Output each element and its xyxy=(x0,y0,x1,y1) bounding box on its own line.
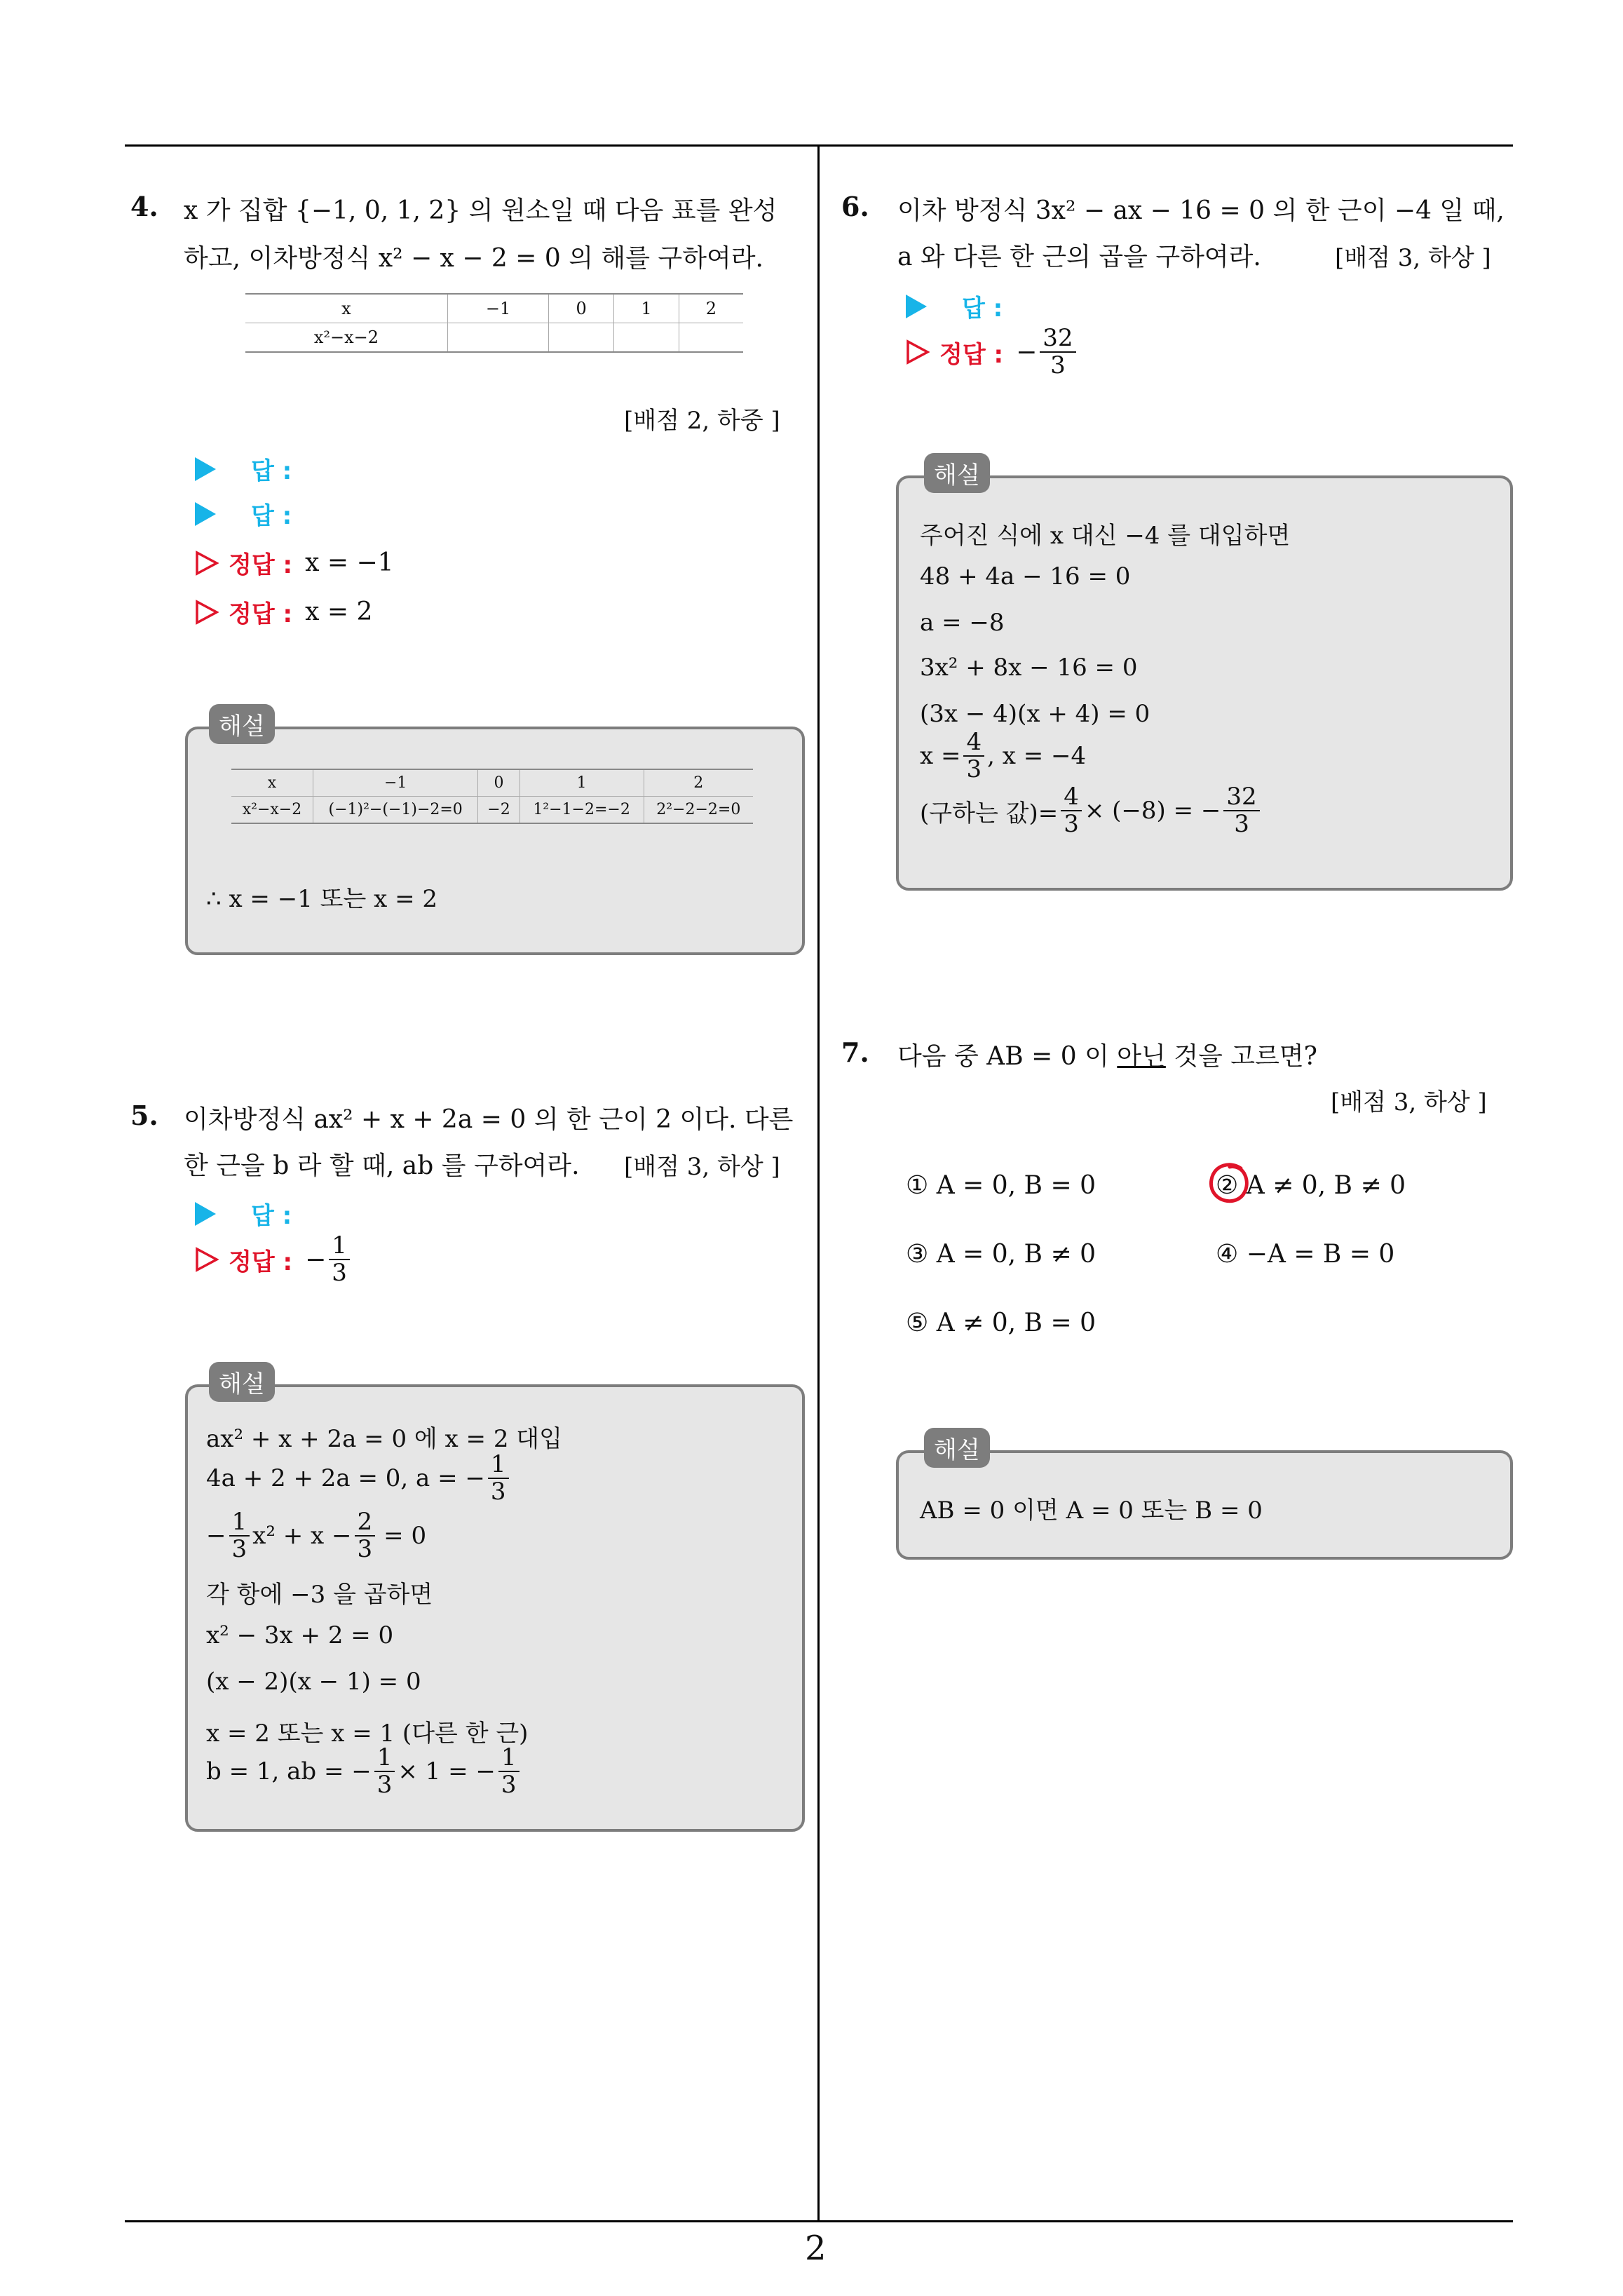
table-header-cell: −1 xyxy=(447,294,548,323)
table-cell: x²−x−2 xyxy=(231,797,313,824)
math-text: 4a + 2 + 2a = 0, a = − xyxy=(206,1464,485,1493)
q5-explanation-line5: x² − 3x + 2 = 0 xyxy=(206,1621,394,1649)
q4-explanation-tag: 해설 xyxy=(209,704,275,744)
q7-text-post: 것을 고르면? xyxy=(1174,1042,1317,1071)
q4-correct-value-2: x = 2 xyxy=(305,597,373,626)
table-cell: (−1)²−(−1)−2=0 xyxy=(313,797,477,824)
correct-label: 정답 : xyxy=(229,600,293,628)
fraction xyxy=(1223,784,1259,838)
fraction-denominator: 3 xyxy=(376,1771,393,1799)
fraction-denominator: 3 xyxy=(231,1535,247,1564)
fraction xyxy=(374,1745,395,1799)
q5-explanation-line6: (x − 2)(x − 1) = 0 xyxy=(206,1668,421,1696)
table-blank-cell[interactable] xyxy=(549,323,614,353)
q5-explanation-line2 xyxy=(206,1452,512,1506)
q6-score: [배점 3, 하상 ] xyxy=(1335,244,1491,272)
q6-explanation-line4: 3x² + 8x − 16 = 0 xyxy=(920,654,1138,682)
math-text: , x = −4 xyxy=(987,742,1087,771)
correct-arrow-icon xyxy=(195,1247,219,1272)
fraction xyxy=(498,1745,520,1799)
q5-answer-row xyxy=(195,1196,292,1231)
q7-score: [배점 3, 하상 ] xyxy=(1331,1088,1487,1116)
q5-number: 5. xyxy=(130,1100,158,1131)
math-text: x² + x − xyxy=(252,1522,352,1551)
q6-explanation-tag: 해설 xyxy=(924,453,990,493)
fraction-numerator: 4 xyxy=(1061,784,1082,811)
q5-correct-fraction xyxy=(329,1233,350,1287)
q4-answer-row-1 xyxy=(195,452,292,486)
q5-correct-row xyxy=(195,1233,353,1287)
q5-correct-sign: − xyxy=(305,1245,327,1274)
q5-explanation-line7: x = 2 또는 x = 1 (다른 한 근) xyxy=(206,1720,529,1748)
math-text: (구하는 값)= xyxy=(920,799,1059,828)
bottom-rule xyxy=(125,2220,1513,2222)
answer-arrow-icon xyxy=(195,457,216,481)
q7-text-underlined: 아닌 xyxy=(1117,1042,1166,1071)
fraction-numerator: 1 xyxy=(374,1745,395,1772)
fraction-numerator: 1 xyxy=(229,1509,250,1537)
q4-correct-row-1 xyxy=(195,546,394,580)
q4-correct-row-2 xyxy=(195,595,372,629)
q4-score: [배점 2, 하중 ] xyxy=(624,407,780,435)
q5-explanation-tag: 해설 xyxy=(209,1362,275,1402)
table-header-cell: 2 xyxy=(693,774,704,792)
q6-correct-fraction xyxy=(1040,325,1075,379)
q7-choice-4[interactable]: ④ −A = B = 0 xyxy=(1216,1240,1395,1269)
q6-correct-row xyxy=(906,325,1079,379)
fraction-denominator: 3 xyxy=(332,1259,347,1288)
answer-mark-circle-icon xyxy=(1204,1159,1254,1208)
answer-label: 답 : xyxy=(962,295,1003,323)
q7-explanation-line1: AB = 0 이면 A = 0 또는 B = 0 xyxy=(920,1497,1263,1525)
q7-explanation-tag: 해설 xyxy=(924,1428,990,1468)
correct-arrow-icon xyxy=(195,551,219,576)
fraction-numerator: 32 xyxy=(1040,325,1075,353)
table-blank-cell[interactable] xyxy=(447,323,548,353)
table-header-cell: 2 xyxy=(705,299,717,318)
correct-label: 정답 : xyxy=(939,340,1004,369)
fraction-denominator: 3 xyxy=(501,1771,517,1799)
q6-explanation-line5: (3x − 4)(x + 4) = 0 xyxy=(920,700,1150,728)
fraction-denominator: 3 xyxy=(1050,351,1066,380)
q4-text-line1: x 가 집합 {−1, 0, 1, 2} 의 원소일 때 다음 표를 완성 xyxy=(184,196,777,225)
q7-choice-2[interactable]: ② A ≠ 0, B ≠ 0 xyxy=(1216,1171,1406,1200)
q7-choice-5[interactable]: ⑤ A ≠ 0, B = 0 xyxy=(906,1309,1096,1337)
table-header-cell: x xyxy=(245,294,447,323)
q6-text-line1: 이차 방정식 3x² − ax − 16 = 0 의 한 근이 −4 일 때, xyxy=(897,196,1505,225)
table-cell: −2 xyxy=(478,797,520,824)
fraction-denominator: 3 xyxy=(357,1535,373,1564)
q4-number: 4. xyxy=(130,191,158,222)
answer-label: 답 : xyxy=(251,457,292,485)
fraction xyxy=(355,1509,376,1563)
q5-text-line1: 이차방정식 ax² + x + 2a = 0 의 한 근이 2 이다. 다른 xyxy=(184,1105,794,1134)
table-header-cell: 0 xyxy=(549,294,614,323)
q6-number: 6. xyxy=(841,191,869,222)
fraction-denominator: 3 xyxy=(1064,810,1079,839)
q7-number: 7. xyxy=(841,1036,869,1068)
q6-correct-sign: − xyxy=(1016,337,1038,367)
q5-explanation-line3 xyxy=(206,1509,426,1563)
math-text: b = 1, ab = − xyxy=(206,1757,372,1786)
fraction-denominator: 3 xyxy=(490,1478,506,1506)
table-header-cell: 0 xyxy=(478,769,520,797)
q6-explanation-line3: a = −8 xyxy=(920,609,1005,637)
fraction-numerator: 4 xyxy=(963,729,984,757)
q4-correct-value-1: x = −1 xyxy=(305,548,394,577)
q6-explanation-line2: 48 + 4a − 16 = 0 xyxy=(920,562,1131,590)
q5-explanation-line8 xyxy=(206,1745,522,1799)
fraction-denominator: 3 xyxy=(1234,810,1249,839)
fraction xyxy=(229,1509,250,1563)
q4-question-table xyxy=(245,293,743,353)
fraction-numerator: 1 xyxy=(329,1233,350,1260)
fraction xyxy=(488,1452,509,1506)
fraction-numerator: 1 xyxy=(488,1452,509,1479)
math-text: × (−8) = − xyxy=(1084,797,1221,825)
table-header-cell: 1 xyxy=(520,769,644,797)
q4-answer-row-2 xyxy=(195,497,292,531)
answer-label: 답 : xyxy=(251,502,292,530)
fraction-numerator: 1 xyxy=(498,1745,520,1772)
q5-score: [배점 3, 하상 ] xyxy=(624,1153,780,1181)
q4-explanation-conclusion: ∴ x = −1 또는 x = 2 xyxy=(206,885,438,913)
q7-choice-1[interactable]: ① A = 0, B = 0 xyxy=(906,1171,1096,1200)
table-header-cell: −1 xyxy=(313,769,477,797)
q5-text-line2: 한 근을 b 라 할 때, ab 를 구하여라. xyxy=(184,1152,580,1180)
correct-label: 정답 : xyxy=(229,1248,293,1276)
table-blank-cell[interactable] xyxy=(614,323,679,353)
math-text: = 0 xyxy=(383,1522,427,1551)
fraction-denominator: 3 xyxy=(966,755,982,784)
table-blank-cell[interactable] xyxy=(679,323,743,353)
correct-arrow-icon xyxy=(195,600,219,625)
q4-text-line2: 하고, 이차방정식 x² − x − 2 = 0 의 해를 구하여라. xyxy=(184,244,763,273)
q6-text-line2: a 와 다른 한 근의 곱을 구하여라. xyxy=(897,243,1261,271)
page-number: 2 xyxy=(805,2229,827,2268)
answer-arrow-icon xyxy=(195,502,216,526)
correct-label: 정답 : xyxy=(229,551,293,579)
math-text: × 1 = − xyxy=(398,1757,496,1786)
q7-text-line1 xyxy=(897,1036,1317,1072)
q5-explanation-line1: ax² + x + 2a = 0 에 x = 2 대입 xyxy=(206,1425,562,1453)
fraction-numerator: 32 xyxy=(1223,784,1259,811)
q6-explanation-line1: 주어진 식에 x 대신 −4 를 대입하면 xyxy=(920,522,1291,550)
table-cell: 2²−2−2=0 xyxy=(656,801,741,818)
answer-arrow-icon xyxy=(195,1202,216,1226)
answer-arrow-icon xyxy=(906,295,927,318)
table-header-cell: 1 xyxy=(614,294,679,323)
math-text: − xyxy=(206,1522,226,1551)
q6-answer-row xyxy=(906,289,1003,323)
correct-arrow-icon xyxy=(906,339,930,365)
math-text: x = xyxy=(920,742,961,771)
q4-explanation-box xyxy=(185,727,805,955)
q7-text-pre: 다음 중 AB = 0 이 xyxy=(897,1042,1109,1071)
column-divider xyxy=(817,144,820,2222)
table-cell: 1²−1−2=−2 xyxy=(520,797,644,824)
fraction xyxy=(963,729,984,783)
fraction xyxy=(1061,784,1082,838)
q5-explanation-line4: 각 항에 −3 을 곱하면 xyxy=(206,1581,433,1609)
answer-label: 답 : xyxy=(251,1202,292,1230)
q6-explanation-line6 xyxy=(920,729,1086,783)
q6-explanation-line7 xyxy=(920,784,1263,838)
table-row-label: x²−x−2 xyxy=(245,323,447,353)
q4-explanation-table xyxy=(231,769,753,824)
table-header-cell: x xyxy=(231,769,313,797)
fraction-numerator: 2 xyxy=(355,1509,376,1537)
q7-choice-3[interactable]: ③ A = 0, B ≠ 0 xyxy=(906,1240,1096,1269)
